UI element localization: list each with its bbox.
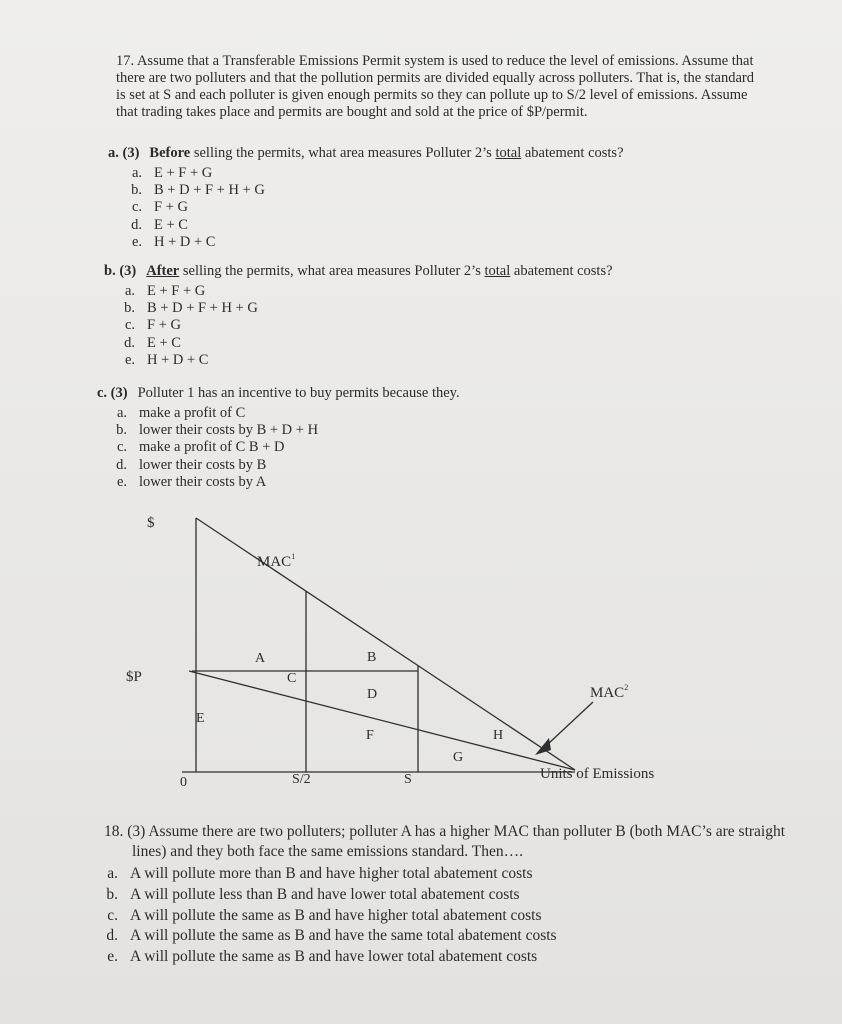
option-letter: e. — [107, 948, 118, 966]
question-17c-number: c. (3) — [97, 385, 128, 401]
option-text: E + F + G — [154, 165, 213, 181]
option-text: H + D + C — [154, 233, 216, 250]
y-axis-label: $ — [147, 515, 155, 531]
half-standard-label: S/2 — [292, 772, 311, 787]
option-letter: a. — [124, 283, 135, 299]
question-17-intro: 17. Assume that a Transferable Emissions Permit system is used to reduce the level of emissions. Assume that there are two polluters and that the pollution permits are divided equally across polluters. That is, the standard is set at S and each polluter is given enough permits so they can pollute up to S/2 level of emissions. Assume that trading takes place and permits are bought and sold at the price of $P/permit. — [116, 52, 754, 120]
answer-option[interactable] — [104, 926, 804, 947]
option-letter: d. — [131, 216, 142, 233]
question-17b-text: selling the permits, what area measures Polluter 2’s — [179, 263, 485, 279]
option-text: lower their costs by A — [139, 473, 267, 490]
question-17b-underlined: total — [484, 263, 511, 279]
option-letter: e. — [131, 233, 142, 250]
question-17a-number: a. (3) — [108, 145, 140, 161]
answer-option[interactable] — [104, 864, 804, 885]
option-letter: e. — [116, 473, 127, 490]
option-text: A will pollute more than B and have higher total abatement costs — [130, 865, 533, 882]
option-letter: d. — [106, 927, 118, 945]
option-letter: d. — [116, 456, 127, 473]
option-text: A will pollute the same as B and have lower total abatement costs — [130, 948, 538, 966]
origin-label: 0 — [180, 775, 187, 790]
mac1-label: MAC$^1$ — [257, 552, 296, 570]
question-17b-text-end: abatement costs? — [510, 263, 613, 279]
question-17b-keyword: After — [146, 263, 180, 279]
option-text: lower their costs by B — [139, 456, 267, 473]
question-18-options — [104, 864, 804, 968]
answer-option[interactable] — [104, 906, 804, 927]
option-letter: b. — [124, 300, 135, 317]
price-label: $P — [126, 669, 142, 685]
question-18 — [104, 822, 804, 968]
option-letter: a. — [107, 865, 118, 882]
option-text: H + D + C — [147, 351, 209, 368]
option-text: make a profit of C B + D — [139, 439, 285, 456]
option-letter: c. — [116, 439, 127, 456]
area-a-label: A — [255, 651, 266, 666]
standard-label: S — [404, 772, 412, 787]
option-letter: b. — [116, 422, 127, 439]
option-letter: c. — [107, 906, 118, 924]
option-text: F + G — [154, 199, 188, 216]
option-text: B + D + F + H + G — [147, 300, 258, 317]
option-text: A will pollute the same as B and have the same total abatement costs — [130, 927, 557, 945]
option-text: make a profit of C — [139, 405, 246, 421]
area-c-label: C — [287, 671, 297, 686]
option-letter: c. — [131, 199, 142, 216]
area-h-label: H — [493, 728, 504, 743]
area-b-label: B — [367, 650, 377, 665]
area-f-label: F — [366, 728, 374, 743]
area-d-label: D — [367, 687, 378, 702]
mac2-label: MAC$^2$ — [590, 683, 629, 701]
mac2-curve — [189, 671, 575, 770]
option-text: A will pollute the same as B and have higher total abatement costs — [130, 906, 542, 924]
area-g-label: G — [453, 750, 464, 765]
option-letter: c. — [124, 317, 135, 334]
option-letter: b. — [106, 885, 118, 903]
option-text: lower their costs by B + D + H — [139, 422, 319, 439]
option-letter: d. — [124, 334, 135, 351]
option-letter: a. — [116, 405, 127, 421]
question-17c-text: Polluter 1 has an incentive to buy permits because they. — [137, 385, 460, 401]
question-18-stem: 18. (3) Assume there are two polluters; polluter A has a higher MAC than polluter B (both MAC’s are straight lines) and they both face the same emissions standard. Then…. — [104, 823, 786, 860]
option-text: E + C — [147, 334, 181, 351]
question-17a-text: selling the permits, what area measures Polluter 2’s — [190, 145, 496, 161]
option-letter: b. — [131, 182, 142, 199]
question-17a-keyword: Before — [149, 145, 191, 161]
answer-option[interactable] — [104, 947, 804, 968]
option-letter: e. — [124, 351, 135, 368]
area-e-label: E — [196, 711, 205, 726]
question-17a-text-end: abatement costs? — [521, 145, 624, 161]
question-17a-underlined: total — [495, 145, 522, 161]
option-text: E + F + G — [147, 283, 206, 299]
option-text: F + G — [147, 317, 181, 334]
option-text: E + C — [154, 216, 188, 233]
x-axis-label: Units of Emissions — [540, 766, 655, 782]
question-17b-number: b. (3) — [104, 263, 137, 279]
answer-option[interactable] — [104, 885, 804, 906]
option-text: A will pollute less than B and have lower total abatement costs — [130, 885, 520, 903]
mac1-curve — [196, 518, 575, 770]
mac2-pointer-line — [548, 702, 593, 744]
option-letter: a. — [131, 165, 142, 181]
option-text: B + D + F + H + G — [154, 182, 265, 199]
